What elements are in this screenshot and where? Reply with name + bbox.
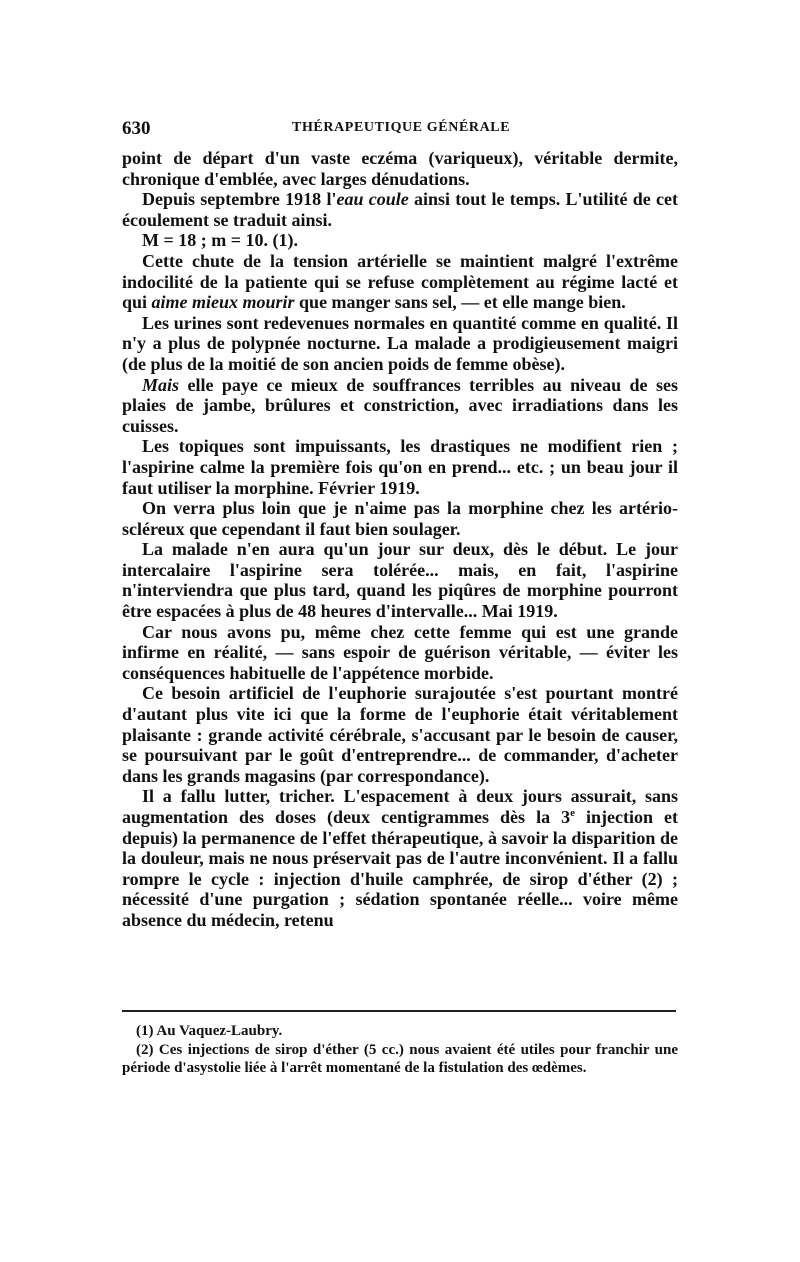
footnote-rule — [122, 1010, 676, 1012]
paragraph-4-start: Cette chute de la tension artérielle se maintient malgré l'extrême indocilité de la patiente qui se refuse complètement au régime lacté et qui — [122, 250, 678, 313]
paragraph-8: On verra plus loin que je n'aime pas la morphine chez les artério-scléreux que cependant il faut bien soulager. — [122, 498, 678, 539]
paragraph-4-end: que manger sans sel, — et elle mange bien. — [294, 292, 626, 313]
paragraph-9: La malade n'en aura qu'un jour sur deux, dès le début. Le jour intercalaire l'aspirine sera tolérée... mais, en fait, l'aspirine n'interviendra que plus tard, quand les piqûres de morphine pourront être espacées à plus de 48 heures d'intervalle... Mai 1919. — [122, 539, 678, 622]
paragraph-5: Les urines sont redevenues normales en quantité comme en qualité. Il n'y a plus de polypnée nocturne. La malade a prodigieusement maigri (de plus de la moitié de son ancien poids de femme obèse). — [122, 312, 678, 374]
paragraph-11: Ce besoin artificiel de l'euphorie surajoutée s'est pourtant montré d'autant plus vite ici que la forme de l'euphorie était véritablement plaisante : grande activité cérébrale, s'accusant par le besoin de causer, se poursuivant par le goût d'entreprendre... de commander, d'acheter dans les grands magasins (par correspondance). — [122, 683, 678, 786]
paragraph-12 — [122, 786, 678, 930]
body-text — [122, 148, 678, 931]
footnote-1-marker: (1) — [136, 1023, 154, 1039]
footnote-2-text: Ces injections de sirop d'éther (5 cc.) nous avaient été utiles pour franchir une période d'asystolie liée à l'arrêt momentané de la fistulation des œdèmes. — [122, 1041, 678, 1076]
paragraph-4 — [122, 251, 678, 313]
paragraph-7: Les topiques sont impuissants, les drastiques ne modifient rien ; l'aspirine calme la première fois qu'on en prend... etc. ; un beau jour il faut utiliser la morphine. Février 1919. — [122, 436, 678, 498]
running-title: THÉRAPEUTIQUE GÉNÉRALE — [292, 120, 511, 135]
superscript-e: e — [570, 807, 575, 819]
page — [122, 112, 678, 931]
formula-line: M = 18 ; m = 10. (1). — [142, 230, 298, 251]
paragraph-12-end: injection et depuis) la permanence de l'effet thérapeutique, à savoir la disparition de la douleur, mais ne nous préservait pas de l'autre inconvénient. Il a fallu rompre le cycle : injection d'huile camphrée, de sirop d'éther (2) ; nécessité d'une purgation ; sédation spontanée réelle... voire même absence du médecin, retenu — [122, 807, 678, 930]
footnote-2-marker: (2) — [136, 1041, 154, 1058]
paragraph-12-start: Il a fallu lutter, tricher. L'espacement à deux jours assurait, sans augmentation des doses (deux centigrammes dès la 3 — [122, 786, 678, 827]
paragraph-6-end: elle paye ce mieux de souffrances terribles au niveau de ses plaies de jambe, brûlures et constriction, avec irradiations dans les cuisses. — [122, 374, 678, 436]
paragraph-1: point de départ d'un vaste eczéma (variqueux), véritable dermite, chronique d'emblée, avec larges dénudations. — [122, 148, 678, 189]
footnotes — [122, 1022, 678, 1078]
paragraph-2 — [122, 189, 678, 230]
running-head — [122, 112, 678, 148]
paragraph-2-italic: eau coule — [336, 189, 409, 210]
page-number: 630 — [122, 118, 151, 139]
footnote-1-text: Au Vaquez-Laubry. — [153, 1023, 283, 1039]
footnote-1 — [122, 1022, 678, 1041]
paragraph-6-italic: Mais — [142, 374, 180, 395]
footnote-2 — [122, 1041, 678, 1078]
paragraph-2-end: ainsi tout le temps. L'utilité de cet écoulement se traduit ainsi. — [122, 189, 678, 230]
paragraph-2-start: Depuis septembre 1918 l' — [142, 189, 337, 210]
paragraph-10: Car nous avons pu, même chez cette femme qui est une grande infirme en réalité, — sans espoir de guérison véritable, — éviter les conséquences habituelle de l'appétence morbide. — [122, 621, 678, 683]
paragraph-6 — [122, 375, 678, 437]
paragraph-4-italic: aime mieux mourir — [151, 292, 295, 313]
